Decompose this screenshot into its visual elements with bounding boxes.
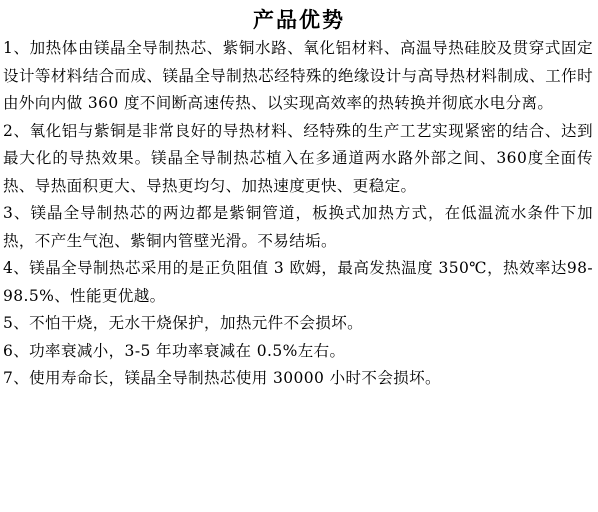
advantages-list [3,35,593,393]
advantage-item-2: 2、氧化铝与紫铜是非常良好的导热材料、经特殊的生产工艺实现紧密的结合、达到最大化的导热效果。镁晶全导制热芯植入在多通道两水路外部之间、360度全面传热、导热面积更大、导热更均匀、加热速度更快、更稳定。 [3,121,593,195]
advantage-item-5: 5、不怕干烧，无水干烧保护，加热元件不会损坏。 [3,314,364,332]
advantage-item-1: 1、加热体由镁晶全导制热芯、紫铜水路、氧化铝材料、高温导热硅胶及贯穿式固定设计等材料结合而成、镁晶全导制热芯经特殊的绝缘设计与高导热材料制成、工作时由外向内做 360 度不间断高速传热、以实现高效率的热转换并彻底水电分离。 [3,39,593,112]
page-title: 产品优势 [253,8,345,32]
advantage-item-7: 7、使用寿命长，镁晶全导制热芯使用 30000 小时不会损坏。 [3,369,441,387]
advantage-item-3: 3、镁晶全导制热芯的两边都是紫铜管道，板换式加热方式，在低温流水条件下加热，不产生气泡、紫铜内管壁光滑。不易结垢。 [3,204,593,250]
advantage-item-6: 6、功率衰减小，3-5 年功率衰减在 0.5%左右。 [3,341,346,360]
advantage-item-4: 4、镁晶全导制热芯采用的是正负阻值 3 欧姆，最高发热温度 350℃，热效率达98-98.5%、性能更优越。 [3,259,593,305]
